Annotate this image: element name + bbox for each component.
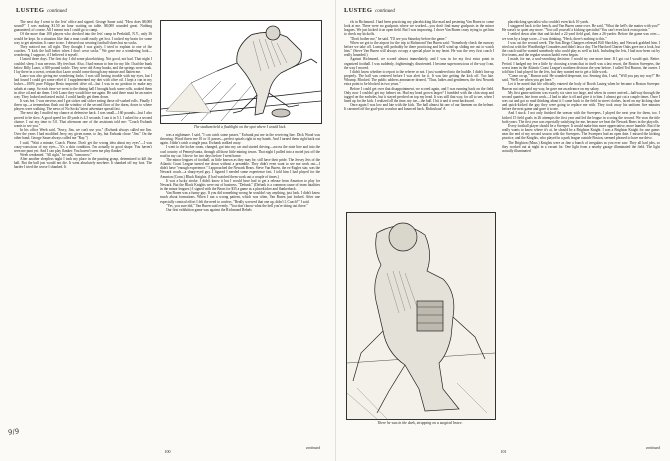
header-continued: continued bbox=[375, 9, 395, 14]
paragraph: It was hot. I was nervous and I got sicker and sicker eating those oil-soaked rolls. Finally I threw up—a tremendous flush out the window of the second floor of the dorm, down to where players were walking. The news of No Socks' latest adventure spread fast. bbox=[14, 98, 152, 112]
paragraph: Our first exhibition game was against the Richmond Rebels bbox=[166, 207, 252, 212]
right-page bbox=[335, 0, 670, 461]
paragraph: Van Buren was a funny guy. If you did something wrong he wouldn't say anything, just look. I didn't know much about formations. When I ran a wrong pattern, which was often, Van Buren just looked. After one especially comical effort I felt the need to confess. "Really screwed that one up, didn't I, Coach?" I said. bbox=[160, 191, 320, 204]
paragraph: Every football player should be a Sweeper. It would make him more appreciative, more humble. But if he really wants to know where it's at, he should be a Brighton Knight. I was a Brighton Knight for one game: near the end of my second season with the Sweepers. The Sweepers had an open date. I missed the kicking practice, and the Knights, who played in a park league outside Boston, seemed pleased to have me drive. bbox=[502, 123, 660, 141]
paragraph: Let it be noted that life officially entered the body of Booth Lusteg when he became a Boston Sweeper. Burron not only paid my way, he gave me an advance on my salary. bbox=[502, 82, 660, 91]
page-number: 101 bbox=[500, 449, 507, 454]
paragraph: Against Richmond, we scored almost immediately, and I was in for my first extra point in organized football. I was suddenly, frighteningly disoriented. I became superconscious of the way I ran, the way I moved. bbox=[344, 57, 494, 70]
paragraph: They noticed me, all right. They thought I was goofy. I tried to explain to one of the coaches. "I kick the ball better when I don't wear socks." We gave me a wondering look—wondering, I suppose, if I believed it myself. bbox=[14, 44, 152, 58]
page-header bbox=[344, 7, 395, 14]
paragraph: "Don't bother me," he said. "I'll see you Saturday before the game." bbox=[350, 36, 447, 41]
figure-caption: There he was in the dark, strapping on a surgical brace. bbox=[377, 421, 463, 425]
margin-note: 9/9 bbox=[7, 427, 20, 437]
paragraph: Of the more than 100 players who checked into the Jets' camp in Peekskill, N.Y., only 36 would be kept. In a situation like that a man could easily get lost. I racked my brain for some way to get attention. It came to me. I dressed out wearing football shoes but no socks. bbox=[14, 32, 152, 45]
paragraph: I didn't know whether to report to the referee or not. I just wandered into the huddle. I didn't line up properly. The ball was centered before I was alert for it. It was late getting the kick off. Too late. Whump. Blocked. The public address announcer droned, "Thus, ladies and gentlemen, the first Newark extra point to be blocked in two years." bbox=[344, 69, 494, 87]
paragraph: In his office Weeb said, "Sorry, Jim, we can't use you." (Ewbank always called me Jim. Over the years I had modified Jerry, my given name, to Jay, but Ewbank chose "Jim." On the other hand, George Sauer always called me "Ray.") bbox=[14, 128, 152, 141]
paragraph: "Come on up," Burron said. He sounded desperate, too. Sensing this, I said, "Will you pay my way?" He said, "We'll see when you get here." bbox=[502, 74, 660, 83]
paragraph: The Brighton (Mass.) Knights were as fine a bunch of irregulars as you ever saw. They all had jobs, so they worked out at night in a vacant lot. One light from a nearby garage illuminated the field. The light actually illuminated bbox=[502, 140, 660, 153]
continued-mark: continued bbox=[645, 446, 660, 450]
page-number: 100 bbox=[164, 449, 171, 454]
paragraph: placekicking specialist who couldn't even kick 10 yards. bbox=[508, 20, 589, 24]
paragraph: I settled down after that and kicked a 22-yard field goal, then a 26-yarder. Before the game was over—we won by a large score—I was thinking, "Heck, there's nothing to this." bbox=[502, 32, 660, 41]
paragraph: The next day I went to the Jets' office and signed. George Sauer said, "How does $8,000 sound?" I was making $1.50 an hour waiting on table. $8,000 sounded great. Nothing guaranteed, of course. All I meant was I could go to camp. bbox=[14, 20, 152, 33]
article-column-1 bbox=[344, 20, 494, 210]
header-continued: continued bbox=[47, 9, 67, 14]
article-column-1 bbox=[14, 20, 152, 445]
figure-caption: The stadium held a flashlight on the spot where I would kick. bbox=[193, 125, 287, 129]
paragraph: And I stuck. I not only finished the season with the Sweepers, I played the next year for them, too. I kicked 15 field goals in 26 attempts the first year and led the league in scoring the second. We won the title both years. The first year was especially satisfying for me, because we beat the Newark Bears in the playoffs. bbox=[502, 111, 660, 124]
article-column-2 bbox=[502, 20, 660, 445]
paragraph: The minor leagues of football, as little known as they may be, still have their pride. The Jersey Jets of the Atlantic Coast League turned me down without a preamble. They didn't even want to see me work out—I didn't have "enough experience." I approached the Newark Bears. Steve Van Buren, the ex-Eagles star, was the Newark coach—a sharp-eyed guy. I figured I needed some experience fast. I told him I had played for the Amarion (Conn.) Black Knights. (I had watched them work out a couple of times.) bbox=[160, 157, 320, 179]
header-title: LUSTEG bbox=[344, 7, 373, 14]
illustration-kicker-flashlight bbox=[160, 20, 322, 124]
header-title: LUSTEG bbox=[16, 7, 45, 14]
paragraph: When we got to the airport for the trip to Richmond Van Buren said: "Somebody check the runway before we take off. Lusteg will probably be there practicing and he'll wind up sliding me out to watch him." (Steve Van Buren will always occupy a special place in my heart. He was the very first coach I really hounded.) bbox=[344, 40, 494, 58]
paragraph: The next day I muffed my chance at defensive back. I was small—160 pounds—but I also proved to be slow. A good speed for 40 yards is 4.5 seconds. I ran it in 5.1. I asked for a second chance. I cut my time to 5.0. That afternoon one of the assistants told me: "Coach Ewbank wants to see you." bbox=[14, 111, 152, 128]
paragraph: I was cut the second week. The San Diego Chargers released Bill Shockley, and Newark grabbed him. I tried out with the Woodbridge Crusaders and didn't last a day. The Hartford Charter Oaks gave me a look, but the coach said he wanted somebody who could play as well as kick. Including the Jets, I had now been cut by five teams, and the regular season hadn't even begun. bbox=[502, 40, 660, 58]
paragraph: After another sleepless night I took my place in the punting group, determined to kill the ball. But the ball just would not die. It went absolutely nowhere. It shanked off my foot. The harder I tried the worse I shanked. It bbox=[14, 157, 152, 170]
paragraph: I said, "Wait a minute, Coach. Please. Don't get the wrong idea about my eyes"—I was crazy-conscious of my eyes—"it's a skin condition. I'm actually in good shape. You haven't seen me punt yet. And I can play flanker. You haven't seen me play flanker." bbox=[14, 140, 152, 153]
paragraph: Once again I was low and late with the kick. The ball almost hit one of our linemen on the helmet. It caromed off the goal-post crossbar and bounced back. Ridiculous! A bbox=[344, 103, 494, 112]
paragraph: My first game uniform was exactly six sizes too large, and when its owner arrived—halfway through the second quarter, late from work—I had to take it off and give it to him. I almost got cut a couple times. Once I was cut and got so mad thinking about it I came back to the field in street clothes, laced on my kicking shoe and quick-kicked the guy they were going to replace me with. They took away his uniform five minutes before the next game and gave it to me. bbox=[502, 90, 660, 112]
paragraph: Weeb weakened. "All right," he said, "tomorrow." bbox=[20, 153, 92, 157]
paragraph: I made, for me, a soul-searching decision: I would try one more time. If I got cut I would quit. Retire. Period. I badged my fee a little by choosing a team that in itself was a last resort, the Boston Sweepers, the worst team in the Atlantic Coast League's northern division the year before. I called Ted Burron, the owner. I told him I had played for the Jets, but they wanted me to get a little work. bbox=[502, 57, 660, 74]
illustration-player-brace bbox=[346, 212, 496, 420]
paragraph: els in Richmond. I had been practicing my placekicking like mad and pestering Van Buren to come look at me. There were no goalposts where we worked—you don't find many goalposts in the minor leagues. We just kicked it on open field. But I was improving. I drove Van Buren crazy trying to get him to check my kickoffs. bbox=[344, 20, 494, 37]
paragraph: I lasted three days. The first day I did some placekicking. Not good, not bad. That night I couldn't sleep. I was nervous. My feet hurt. Also, I had reason to fear for my life. I had the bunk below Billy Lazro, a 300-pound tackle. They were old Army bunks, and the springs were weak. I lay there in a sweat, certain that Lazro would come through any minute and flatten me. bbox=[14, 57, 152, 74]
page-header bbox=[16, 7, 67, 14]
continued-mark: continued bbox=[305, 446, 320, 450]
paragraph: I went to the locker room, changed, got into my car and started driving—across the state line and into the coal country of Pennsylvania, through all those little mining towns. That night I pulled into a motel just off the road in my car. I drove for two days before I went home. bbox=[160, 145, 320, 158]
paragraph: Before I could get over that disappointment, we scored again, and I was running back on the field. Only now I couldn't get my helmet on. Had my head grown larger? I fumbled with the chin strap and tugged on the earholes, but it stayed perched on top my head. It was still that way, for all to see, when I lined up for the kick. I realized all the time, my toe—the ball. I hit it and it went backward. bbox=[344, 86, 494, 103]
article-column-2 bbox=[160, 133, 320, 445]
paragraph: I staggered back to the bench, and Van Buren came over. He said, "What the hell's the matter with you?" He wasn't so quiet any more. "You call yourself a kicking specialist? You can't even kick extra points." bbox=[502, 24, 660, 33]
paragraph: "Yes, you sure did," Van Buren said evenly. "You don't know what the hell you're doing out there." bbox=[166, 203, 308, 208]
paragraph: was a nightmare. I said, "I can catch some passes." Ewbank put me in the receiving line. Dick Wood was throwing. Wood threw me 10 or 11 passes—perfect spirals right in my hands. And I turned them right back out again. I didn't catch a single pass. Ewbank walked away. bbox=[160, 133, 320, 146]
paragraph: Lazro was also giving me wondering looks. I was still having trouble with my eyes, but I had found I could get some relief if I supplemented my diet with olive oil. I kept a can in my locker—100% pure Filippo Berio imported olive oil—but I was in no position to make any salads at camp. So each time we went to the dining hall I brought back some rolls, soaked them in olive oil and ate them. I felt Lazro they would hire me again. He said there must be an easier way. They looked and tasted awful. I could hardly get them down. bbox=[14, 74, 152, 99]
paragraph: It was a lucky stroke. I didn't know it but I would have had to get a release from Amarion to play for Newark. But the Black Knights were out of business. "Defunk." (Defunk is a common cause of team fatalities in the minor leagues.) I signed with the Bears for $35 a game as a placekicker and flankerback. bbox=[160, 178, 320, 192]
